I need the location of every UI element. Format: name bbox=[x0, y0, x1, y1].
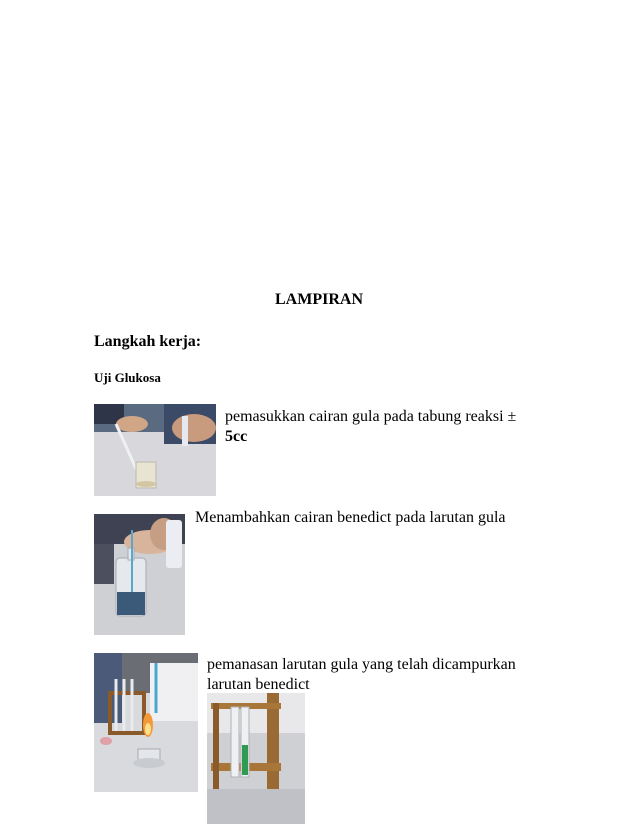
step-1-caption bbox=[225, 407, 535, 447]
step-1-text: pemasukkan cairan gula pada tabung reaksi ± bbox=[225, 408, 517, 425]
photo-test-tube-green bbox=[207, 693, 305, 824]
steps-heading: Langkah kerja: bbox=[94, 333, 202, 350]
photo-adding-benedict bbox=[94, 514, 185, 635]
photo-heating-rack bbox=[94, 653, 198, 792]
step-3-caption: pemanasan larutan gula yang telah dicampurkan larutan benedict bbox=[207, 656, 516, 693]
photo-pouring-sugar bbox=[94, 404, 216, 496]
section-heading: Uji Glukosa bbox=[94, 370, 161, 385]
step-2-caption: Menambahkan cairan benedict pada larutan gula bbox=[195, 509, 506, 526]
step-1-volume: 5cc bbox=[225, 428, 248, 445]
page-title: LAMPIRAN bbox=[275, 291, 363, 308]
